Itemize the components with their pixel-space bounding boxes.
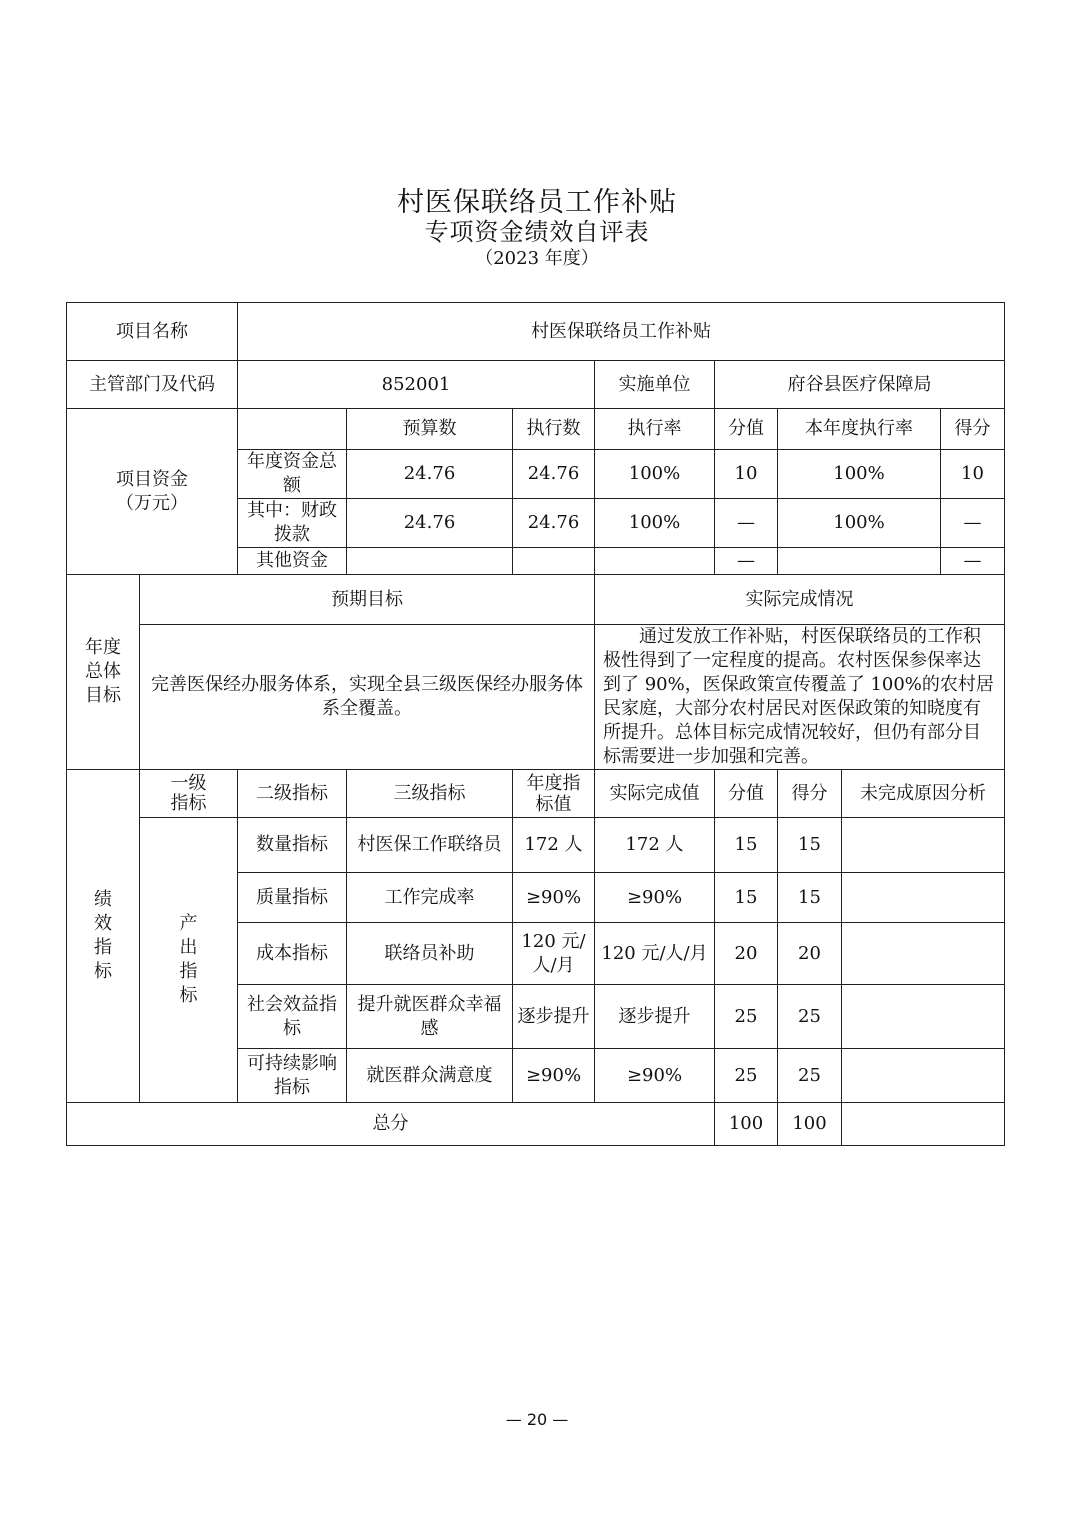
funds-header-score: 得分 xyxy=(941,409,1005,450)
department-row xyxy=(67,361,1005,409)
funds-row-score: — xyxy=(941,548,1005,575)
total-label: 总分 xyxy=(67,1103,715,1146)
funds-row-weight: — xyxy=(715,499,778,548)
indicator-target: ≥90% xyxy=(513,873,595,923)
indicator-level2: 社会效益指标 xyxy=(238,985,347,1049)
indicator-score: 15 xyxy=(778,873,842,923)
indicator-level2: 质量指标 xyxy=(238,873,347,923)
funds-row-budget xyxy=(347,548,513,575)
funds-row-exec: 24.76 xyxy=(513,450,595,499)
funds-row-budget: 24.76 xyxy=(347,450,513,499)
goals-label: 年度 总体 目标 xyxy=(67,575,140,770)
funds-row-budget: 24.76 xyxy=(347,499,513,548)
indicator-weight: 25 xyxy=(715,1049,778,1103)
project-name-value: 村医保联络员工作补贴 xyxy=(238,303,1005,361)
indicator-reason xyxy=(842,873,1005,923)
funds-label-line2: （万元） xyxy=(116,492,188,514)
funds-row-year-rate: 100% xyxy=(778,450,941,499)
indicator-level2: 可持续影响指标 xyxy=(238,1049,347,1103)
indicator-level3: 工作完成率 xyxy=(347,873,513,923)
indicator-weight: 25 xyxy=(715,985,778,1049)
funds-header-blank xyxy=(238,409,347,450)
funds-row-label: 年度资金总额 xyxy=(238,450,347,499)
indicator-target: ≥90% xyxy=(513,1049,595,1103)
indicator-target: 逐步提升 xyxy=(513,985,595,1049)
indicator-actual: ≥90% xyxy=(595,873,715,923)
total-weight: 100 xyxy=(715,1103,778,1146)
indicator-target: 120 元/人/月 xyxy=(513,923,595,985)
header-target: 年度指 标值 xyxy=(513,770,595,818)
indicator-weight: 15 xyxy=(715,873,778,923)
header-actual: 实际完成值 xyxy=(595,770,715,818)
indicator-level3: 村医保工作联络员 xyxy=(347,818,513,873)
actual-result-header: 实际完成情况 xyxy=(595,575,1005,625)
document-year: （2023 年度） xyxy=(475,248,599,269)
funds-row-label: 其中：财政拨款 xyxy=(238,499,347,548)
total-row xyxy=(67,1103,1005,1146)
header-level2: 二级指标 xyxy=(238,770,347,818)
indicator-level2: 数量指标 xyxy=(238,818,347,873)
implementer-value: 府谷县医疗保障局 xyxy=(715,361,1005,409)
level1-output-indicator: 产 出 指 标 xyxy=(140,818,238,1103)
department-label: 主管部门及代码 xyxy=(67,361,238,409)
funds-row-score: 10 xyxy=(941,450,1005,499)
funds-header-weight: 分值 xyxy=(715,409,778,450)
header-reason: 未完成原因分析 xyxy=(842,770,1005,818)
funds-row-label: 其他资金 xyxy=(238,548,347,575)
indicator-reason xyxy=(842,1049,1005,1103)
indicator-level2: 成本指标 xyxy=(238,923,347,985)
project-name-label: 项目名称 xyxy=(67,303,238,361)
header-level3: 三级指标 xyxy=(347,770,513,818)
funds-label-line1: 项目资金 xyxy=(116,468,188,490)
indicator-target: 172 人 xyxy=(513,818,595,873)
expected-goal-header: 预期目标 xyxy=(140,575,595,625)
funds-header-rate: 执行率 xyxy=(595,409,715,450)
indicator-reason xyxy=(842,923,1005,985)
funds-row-weight: — xyxy=(715,548,778,575)
funds-row-year-rate xyxy=(778,548,941,575)
indicator-score: 25 xyxy=(778,1049,842,1103)
indicator-reason xyxy=(842,985,1005,1049)
indicator-header-row xyxy=(67,770,1005,818)
indicator-score: 25 xyxy=(778,985,842,1049)
indicator-actual: 120 元/人/月 xyxy=(595,923,715,985)
indicator-level3: 联络员补助 xyxy=(347,923,513,985)
funds-row-year-rate: 100% xyxy=(778,499,941,548)
funds-row-exec: 24.76 xyxy=(513,499,595,548)
funds-label xyxy=(67,409,238,575)
indicator-level3: 就医群众满意度 xyxy=(347,1049,513,1103)
header-score: 得分 xyxy=(778,770,842,818)
indicator-actual: 172 人 xyxy=(595,818,715,873)
actual-result-text: 通过发放工作补贴，村医保联络员的工作积极性得到了一定程度的提高。农村医保参保率达到了 90%，医保政策宣传覆盖了 100%的农村居民家庭，大部分农村居民对医保政策的知晓度有所提升。总体目标完成情况较好，但仍有部分目标需要进一步加强和完善。 xyxy=(595,625,1005,770)
indicator-level3: 提升就医群众幸福感 xyxy=(347,985,513,1049)
funds-header-budget: 预算数 xyxy=(347,409,513,450)
document-subtitle: 专项资金绩效自评表 xyxy=(424,218,650,246)
header-weight: 分值 xyxy=(715,770,778,818)
funds-row-rate: 100% xyxy=(595,499,715,548)
funds-header-row xyxy=(67,409,1005,450)
total-score: 100 xyxy=(778,1103,842,1146)
funds-header-year-rate: 本年度执行率 xyxy=(778,409,941,450)
department-code: 852001 xyxy=(238,361,595,409)
page-number: — 20 — xyxy=(505,1410,569,1429)
funds-row-weight: 10 xyxy=(715,450,778,499)
expected-goal-text: 完善医保经办服务体系，实现全县三级医保经办服务体系全覆盖。 xyxy=(140,625,595,770)
project-name-row xyxy=(67,303,1005,361)
document-title: 村医保联络员工作补贴 xyxy=(397,187,677,218)
funds-row-rate: 100% xyxy=(595,450,715,499)
goals-header-row xyxy=(67,575,1005,625)
goals-content-row xyxy=(67,625,1005,770)
indicator-score: 15 xyxy=(778,818,842,873)
indicator-actual: 逐步提升 xyxy=(595,985,715,1049)
funds-row-score: — xyxy=(941,499,1005,548)
performance-evaluation-table xyxy=(66,302,1005,1146)
indicator-score: 20 xyxy=(778,923,842,985)
indicator-weight: 15 xyxy=(715,818,778,873)
funds-row-exec xyxy=(513,548,595,575)
total-reason xyxy=(842,1103,1005,1146)
implementer-label: 实施单位 xyxy=(595,361,715,409)
header-level1: 一级 指标 xyxy=(140,770,238,818)
indicators-label: 绩 效 指 标 xyxy=(67,770,140,1103)
indicator-actual: ≥90% xyxy=(595,1049,715,1103)
funds-header-exec: 执行数 xyxy=(513,409,595,450)
funds-row-rate xyxy=(595,548,715,575)
indicator-weight: 20 xyxy=(715,923,778,985)
indicator-row xyxy=(67,818,1005,873)
indicator-reason xyxy=(842,818,1005,873)
